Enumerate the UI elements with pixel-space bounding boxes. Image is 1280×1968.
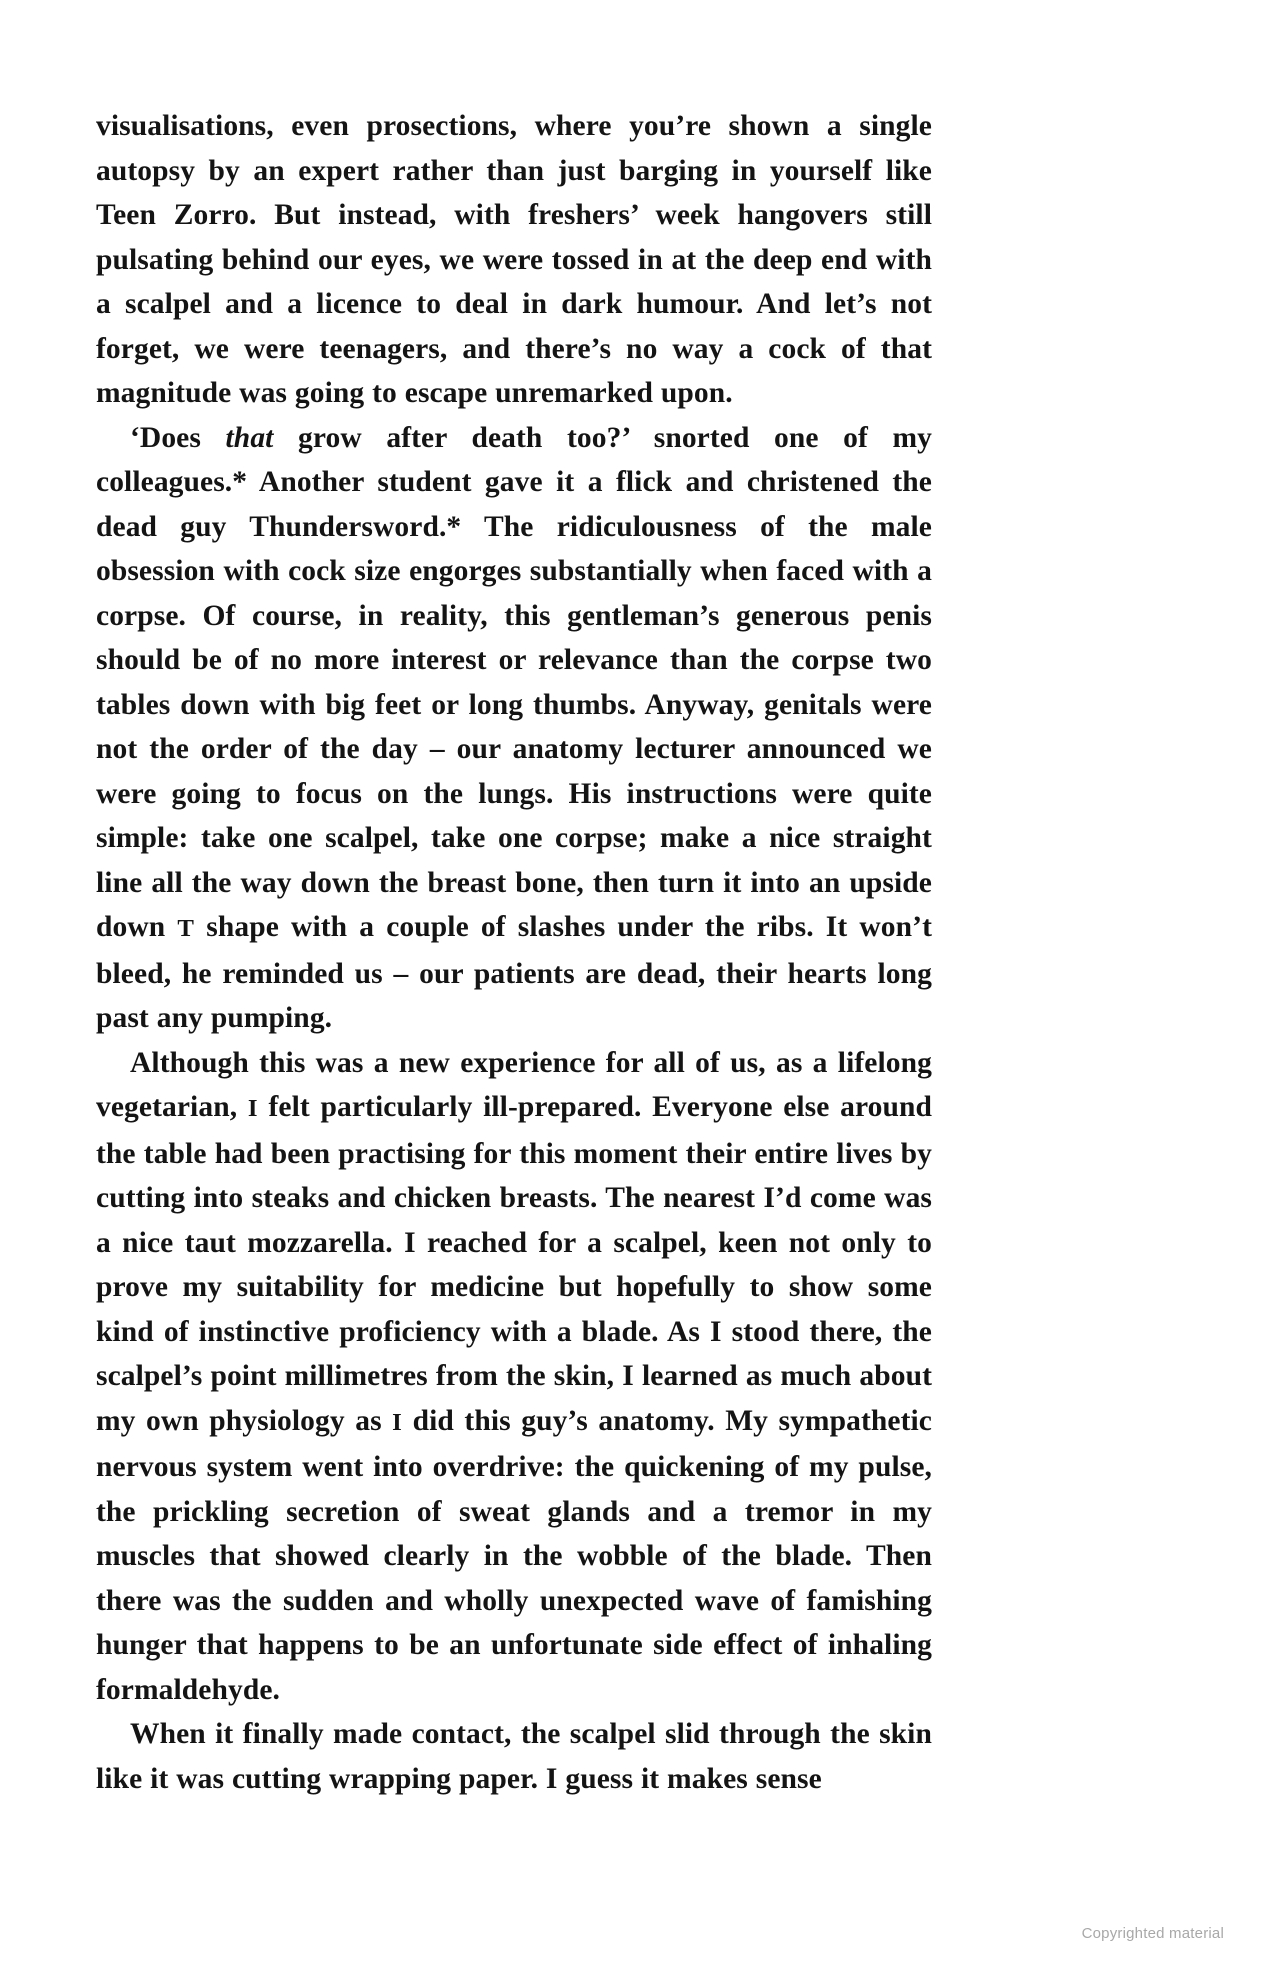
paragraph: Although this was a new experience for all of us, as a lifelong vegetarian, I felt particularly ill-prepared. Everyone else around the table had been practising for this moment their entire lives by cutting into steaks and chicken breasts. The nearest I’d come was a nice taut mozzarella. I reached for a scalpel, keen not only to prove my suitability for medicine but hopefully to show some kind of instinctive proficiency with a blade. As I stood there, the scalpel’s point millimetres from the skin, I learned as much about my own physiology as I did this guy’s anatomy. My sympathetic nervous system went into overdrive: the quickening of my pulse, the prickling secretion of sweat glands and a tremor in my muscles that showed clearly in the wobble of the blade. Then there was the sudden and wholly unexpected wave of famishing hunger that happens to be an unfortunate side effect of inhaling formaldehyde.	[96, 1046, 933, 1706]
small-cap-text: I	[247, 1095, 258, 1122]
paragraph: visualisations, even prosections, where you’re shown a single autopsy by an expert rather than just barging in yourself like Teen Zorro. But instead, with freshers’ week hangovers still pulsating behind our eyes, we were tossed in at the deep end with a scalpel and a licence to deal in dark humour. And let’s not forget, we were teenagers, and there’s no way a cock of that magnitude was going to escape unremarked upon.	[96, 110, 932, 409]
paragraph: When it finally made contact, the scalpel slid through the skin like it was cutting wrapping paper. I guess it makes sense	[96, 1718, 932, 1795]
paragraph: ‘Does that grow after death too?’ snorted one of my colleagues.* Another student gave it a flick and christened the dead guy Thundersword.* The ridiculousness of the male obsession with cock size engorges substantially when faced with a corpse. Of course, in reality, this gentleman’s generous penis should be of no more interest or relevance than the corpse two tables down with big feet or long thumbs. Anyway, genitals were not the order of the day – our anatomy lecturer announced we were going to focus on the lungs. His instructions were quite simple: take one scalpel, take one corpse; make a nice straight line all the way down the breast bone, then turn it into an upside down T shape with a couple of slashes under the ribs. It won’t bleed, he reminded us – our patients are dead, their hearts long past any pumping.	[96, 421, 933, 1034]
copyright-notice: Copyrighted material	[1081, 1925, 1224, 1942]
body-text-column	[96, 104, 932, 1801]
small-cap-text: I	[392, 1408, 403, 1436]
emphasis-text: that	[225, 421, 274, 454]
small-cap-text: T	[177, 915, 195, 942]
